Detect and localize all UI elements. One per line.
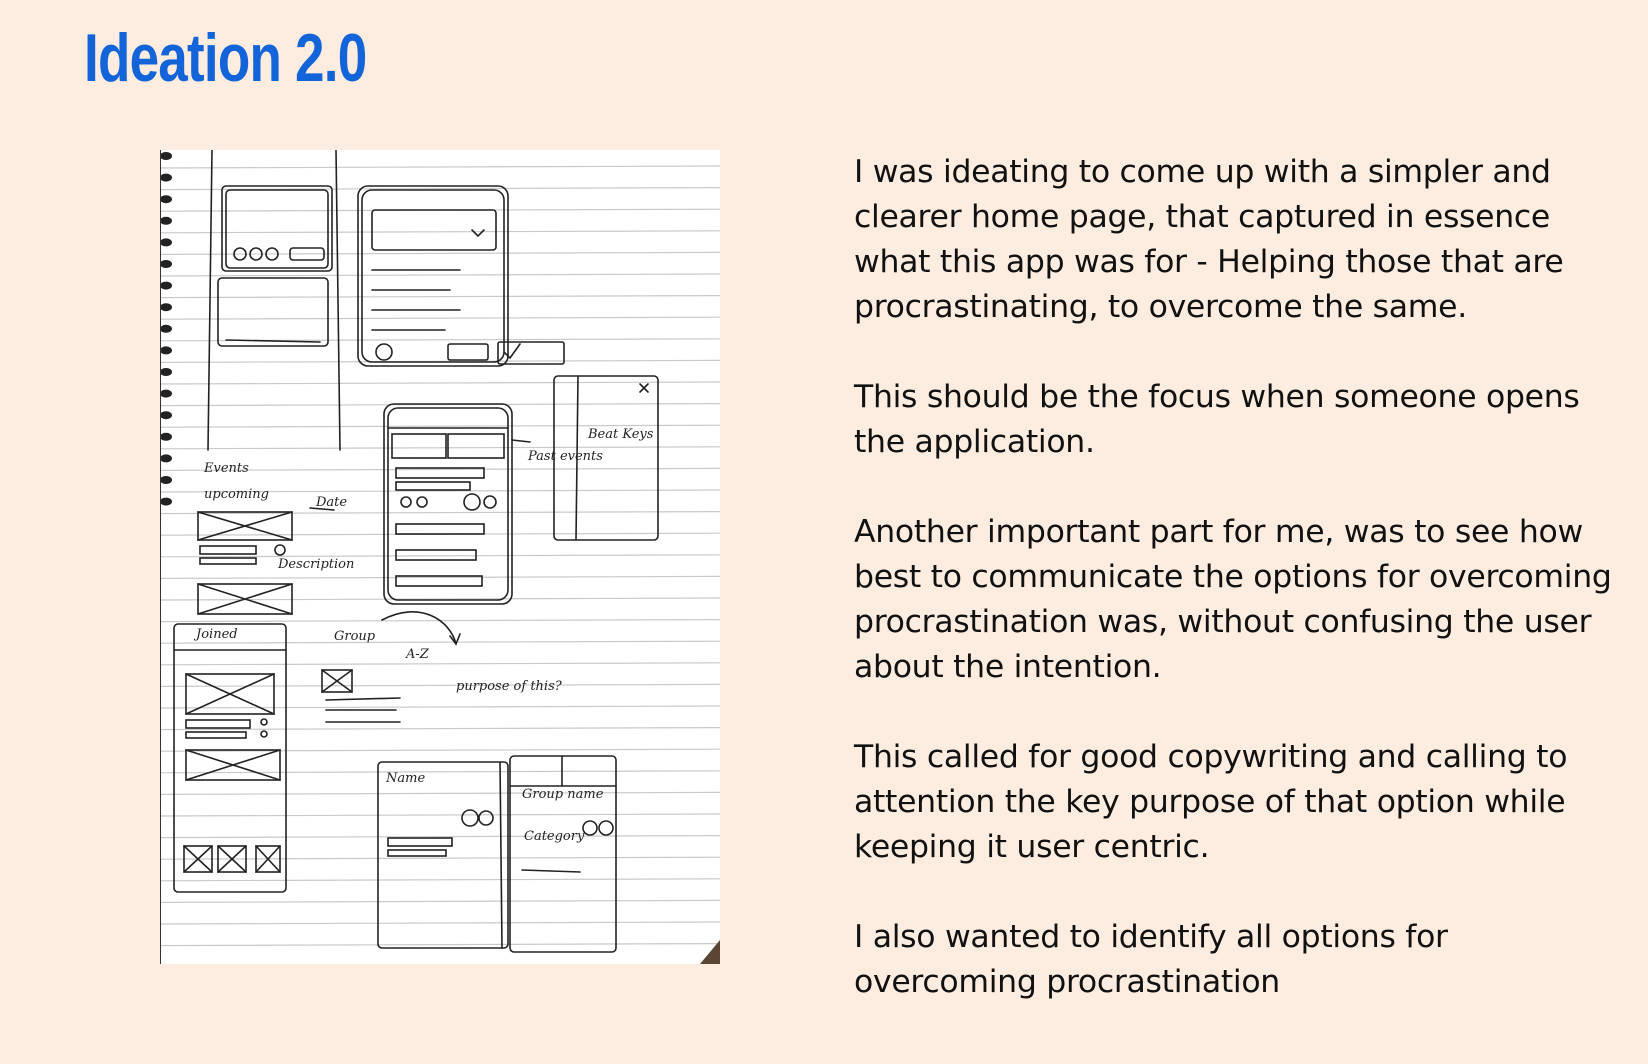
handwritten-note: Name	[386, 771, 426, 786]
handwritten-note: Joined	[196, 627, 238, 642]
handwritten-note: Date	[316, 495, 348, 510]
handwritten-note: Events	[204, 461, 249, 476]
handwritten-note: Description	[278, 557, 355, 572]
handwritten-note: upcoming	[204, 487, 269, 502]
description-text	[854, 150, 1614, 1050]
handwritten-note: Beat Keys	[588, 427, 654, 442]
paragraph-1: I was ideating to come up with a simpler and clearer home page, that captured in essence what this app was for - Helping those that are procrastinating, to overcome the same.	[854, 154, 1564, 325]
handwritten-note: A-Z	[406, 647, 429, 662]
handwritten-note: Group	[334, 629, 376, 644]
wireframe-sketch-image	[160, 150, 720, 964]
paragraph-5: I also wanted to identify all options for overcoming procrastination	[854, 919, 1448, 1000]
page-title: Ideation 2.0	[84, 20, 367, 96]
handwritten-note: Past events	[528, 449, 603, 464]
paragraph-2: This should be the focus when someone opens the application.	[854, 379, 1580, 460]
handwritten-note: purpose of this?	[456, 679, 562, 694]
handwritten-note: Group name	[522, 787, 604, 802]
paragraph-3: Another important part for me, was to see how best to communicate the options for overcoming procrastination was, without confusing the user about the intention.	[854, 514, 1612, 685]
paragraph-4: This called for good copywriting and calling to attention the key purpose of that option while keeping it user centric.	[854, 739, 1568, 865]
handwritten-note: Category	[524, 829, 585, 844]
